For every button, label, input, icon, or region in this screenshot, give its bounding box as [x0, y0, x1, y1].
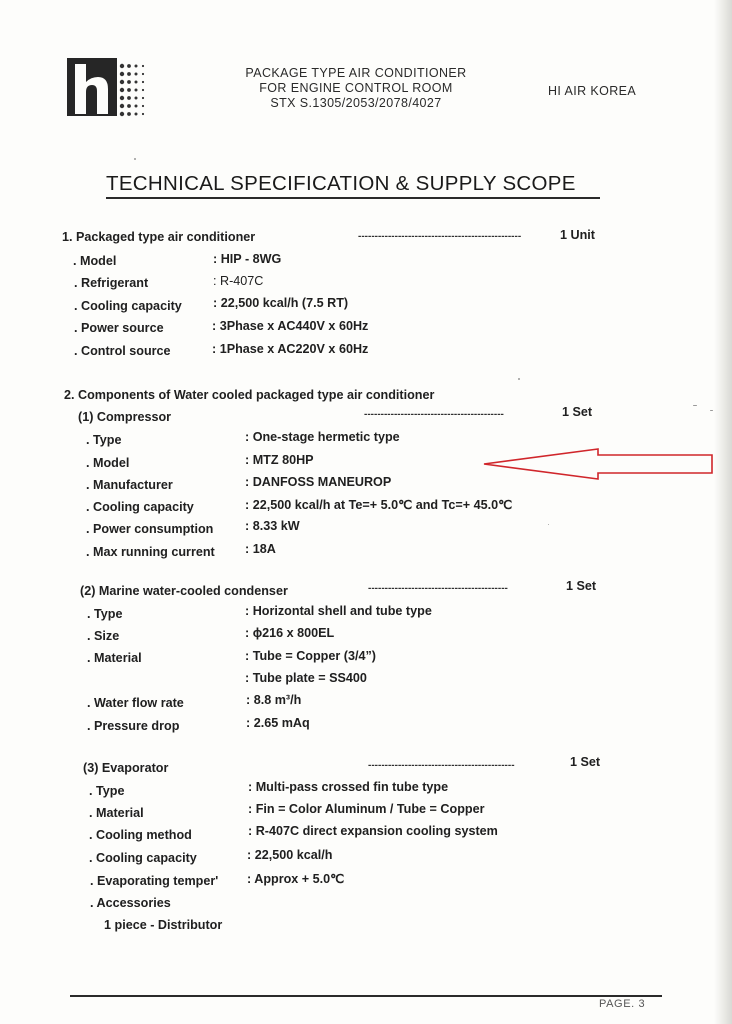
header-line-2: FOR ENGINE CONTROL ROOM [259, 81, 453, 95]
spec-label: 1 piece - Distributor [104, 918, 223, 932]
scan-speck [548, 524, 549, 525]
title-underline [106, 197, 600, 199]
spec-label: . Material [89, 806, 144, 820]
spec-value: : MTZ 80HP [245, 453, 314, 467]
spec-value: : One-stage hermetic type [245, 430, 400, 444]
spec-value: : 8.8 m³/h [246, 693, 302, 707]
footer-rule [70, 995, 662, 997]
spec-value: : HIP - 8WG [213, 252, 282, 266]
spec-value: : Tube = Copper (3/4”) [245, 649, 376, 663]
spec-value: : 1Phase x AC220V x 60Hz [212, 342, 369, 356]
spec-value: : 3Phase x AC440V x 60Hz [212, 319, 369, 333]
company-name: HI AIR KOREA [548, 84, 637, 98]
header-line-3: STX S.1305/2053/2078/4027 [270, 96, 442, 110]
page-number: PAGE. 3 [599, 998, 646, 1010]
evaporator-qty: 1 Set [570, 755, 601, 769]
spec-label: . Size [87, 629, 120, 643]
scan-speck [518, 378, 520, 380]
page-edge-shadow [714, 0, 732, 1024]
document-header [200, 66, 512, 111]
page-title: TECHNICAL SPECIFICATION & SUPPLY SCOPE [106, 172, 576, 195]
evaporator-leader: -------------------------------------------- [368, 760, 515, 771]
condenser-heading: (2) Marine water-cooled condenser [80, 584, 288, 598]
spec-label: . Cooling capacity [89, 851, 197, 865]
spec-value: : 22,500 kcal/h [247, 848, 333, 862]
spec-value: : 8.33 kW [245, 519, 300, 533]
spec-value: : 18A [245, 542, 276, 556]
spec-value: : 22,500 kcal/h at Te=+ 5.0℃ and Tc=+ 45.0℃ [245, 498, 513, 512]
spec-label: . Control source [74, 344, 171, 358]
spec-value: : Horizontal shell and tube type [245, 604, 432, 618]
spec-label: . Accessories [90, 896, 171, 910]
spec-value: : R-407C direct expansion cooling system [248, 824, 498, 838]
spec-value: : 22,500 kcal/h (7.5 RT) [213, 296, 349, 310]
spec-value: : Multi-pass crossed fin tube type [248, 780, 449, 794]
compressor-leader: ------------------------------------------ [364, 409, 504, 420]
section-1-qty: 1 Unit [560, 228, 595, 242]
spec-label: . Max running current [86, 545, 215, 559]
header-line-1: PACKAGE TYPE AIR CONDITIONER [245, 66, 467, 80]
spec-label: . Refrigerant [74, 276, 149, 290]
spec-label: . Water flow rate [87, 696, 184, 710]
spec-value: : Approx + 5.0℃ [247, 872, 345, 886]
scan-speck [710, 410, 713, 411]
spec-label: . Type [87, 607, 123, 621]
compressor-qty: 1 Set [562, 405, 593, 419]
spec-label: . Type [89, 784, 125, 798]
spec-label: . Cooling method [89, 828, 192, 842]
spec-value: : R-407C [213, 274, 264, 288]
spec-label: . Pressure drop [87, 719, 180, 733]
spec-value: : DANFOSS MANEUROP [245, 475, 392, 489]
condenser-leader: ------------------------------------------ [368, 583, 508, 594]
scan-speck [693, 405, 697, 406]
spec-label: . Material [87, 651, 142, 665]
spec-label: . Power consumption [86, 522, 214, 536]
spec-label: . Power source [74, 321, 164, 335]
spec-value: : ϕ216 x 800EL [245, 626, 335, 640]
red-arrow-icon [480, 446, 720, 482]
spec-label: . Model [86, 456, 130, 470]
spec-label: . Model [73, 254, 117, 268]
spec-label: . Type [86, 433, 122, 447]
evaporator-heading: (3) Evaporator [83, 761, 169, 775]
spec-label: . Manufacturer [86, 478, 173, 492]
spec-value: : Fin = Color Aluminum / Tube = Copper [248, 802, 485, 816]
section-2-heading: 2. Components of Water cooled packaged type air conditioner [64, 388, 435, 402]
spec-label: . Cooling capacity [74, 299, 182, 313]
spec-value: : 2.65 mAq [246, 716, 310, 730]
scan-speck [134, 158, 136, 160]
spec-label: . Evaporating temper' [90, 874, 219, 888]
spec-label: . Cooling capacity [86, 500, 194, 514]
section-1-heading: 1. Packaged type air conditioner [62, 230, 256, 244]
hi-air-logo [67, 58, 151, 120]
section-1-leader: ------------------------------------------------- [358, 231, 522, 242]
compressor-heading: (1) Compressor [78, 410, 172, 424]
condenser-qty: 1 Set [566, 579, 597, 593]
spec-value: : Tube plate = SS400 [245, 671, 367, 685]
